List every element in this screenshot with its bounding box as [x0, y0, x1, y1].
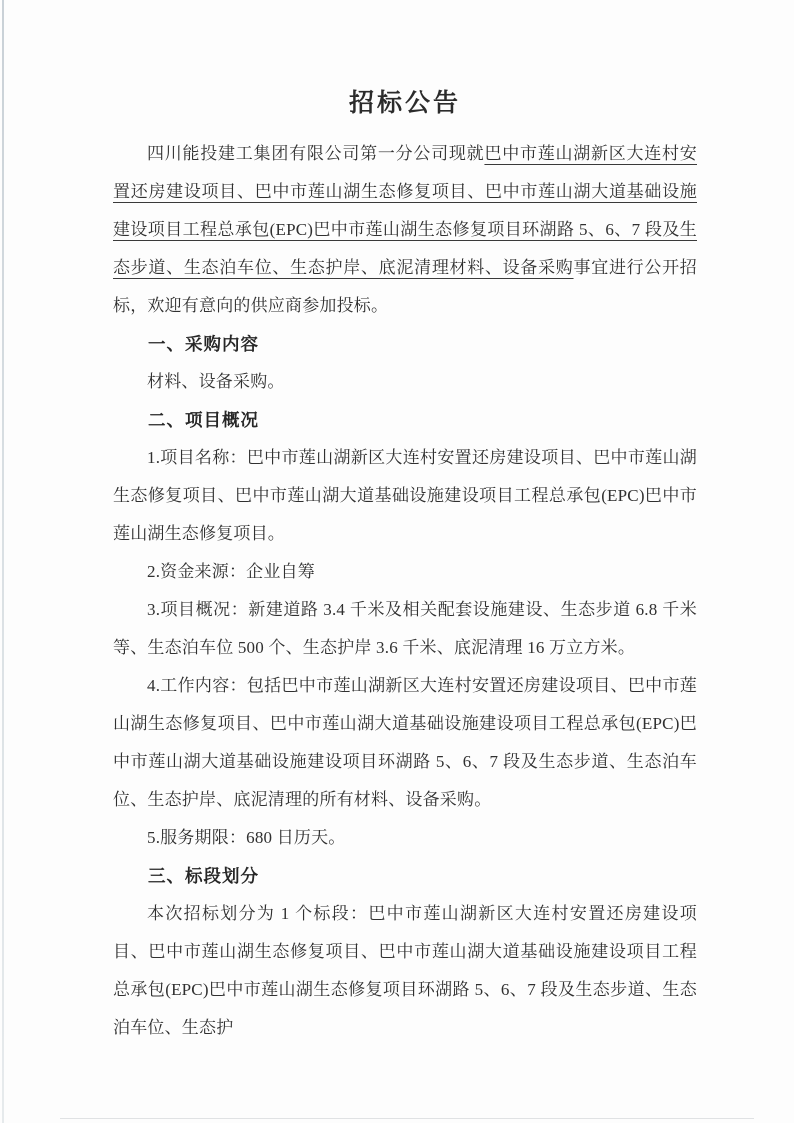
page-title: 招标公告 [348, 89, 461, 117]
paragraph-project-name: 1.项目名称：巴中市莲山湖新区大连村安置还房建设项目、巴中市莲山湖生态修复项目、巴中市莲山湖大道基础设施建设项目工程总承包(EPC)巴中市莲山湖生态修复项目。 [113, 448, 697, 543]
section-heading-project-overview: 二、项目概况 [148, 410, 259, 430]
intro-paragraph [113, 135, 697, 325]
paragraph-bid-section-division: 本次招标划分为 1 个标段：巴中市莲山湖新区大连村安置还房建设项目、巴中市莲山湖生态修复项目、巴中市莲山湖大道基础设施建设项目工程总承包(EPC)巴中市莲山湖生态修复项目环湖路 5、6、7 段及生态步道、生态泊车位、生态护 [113, 904, 697, 1037]
intro-text-underlined-project-names: 巴中市莲山湖新区大连村安置还房建设项目、巴中市莲山湖生态修复项目、巴中市莲山湖大道基础设施建设项目工程总承包(EPC)巴中市莲山湖生态修复项目环湖路 5、6、7 段及生态步道、生态泊车位、生态护岸、底泥清理材料、设备采购 [113, 144, 697, 277]
paragraph-service-period: 5.服务期限：680 日历天。 [147, 828, 346, 847]
section-heading-procurement-content: 一、采购内容 [148, 334, 259, 354]
scan-edge-artifact-bottom [60, 1118, 754, 1119]
intro-text-suffix: 事宜进行公开招标，欢迎有意向的供应商参加投标。 [113, 258, 698, 315]
scan-edge-artifact-left [2, 0, 4, 1123]
section-heading-bid-sections: 三、标段划分 [148, 866, 259, 886]
paragraph-procurement-content: 材料、设备采购。 [147, 372, 285, 391]
paragraph-funding-source: 2.资金来源：企业自筹 [147, 562, 315, 581]
document-content [113, 86, 697, 1047]
paragraph-work-content: 4.工作内容：包括巴中市莲山湖新区大连村安置还房建设项目、巴中市莲山湖生态修复项目、巴中市莲山湖大道基础设施建设项目工程总承包(EPC)巴中市莲山湖大道基础设施建设项目环湖路 5、6、7 段及生态步道、生态泊车位、生态护岸、底泥清理的所有材料、设备采购。 [113, 676, 697, 809]
paragraph-project-scope: 3.项目概况：新建道路 3.4 千米及相关配套设施建设、生态步道 6.8 千米等、生态泊车位 500 个、生态护岸 3.6 千米、底泥清理 16 万立方米。 [113, 600, 697, 657]
intro-text-prefix: 四川能投建工集团有限公司第一分公司现就 [147, 144, 485, 163]
